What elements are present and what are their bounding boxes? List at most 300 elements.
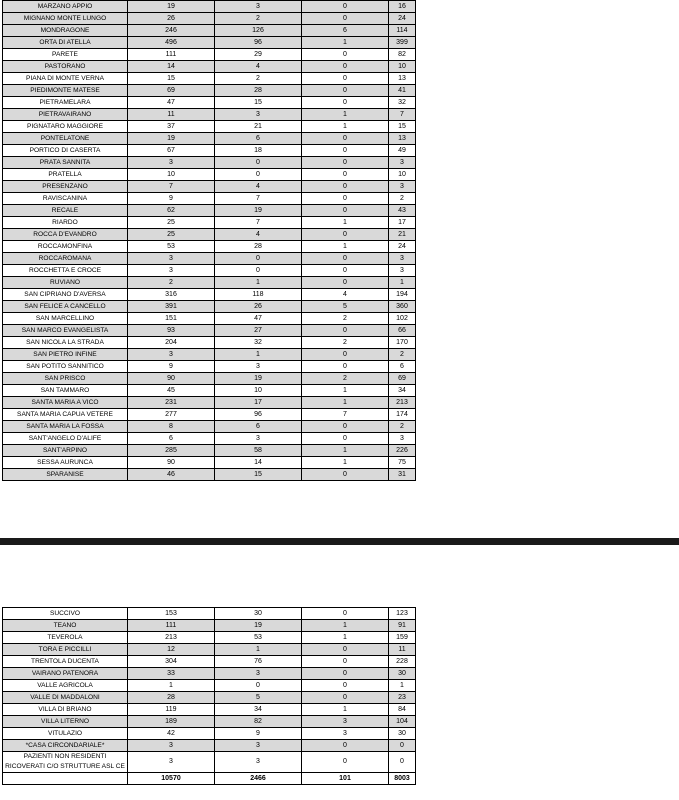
cell-col1: 3 <box>128 740 215 752</box>
cell-comune: VILLA LITERNO <box>3 716 128 728</box>
cell-col1: 67 <box>128 145 215 157</box>
comuni-table-bottom <box>2 607 416 785</box>
cell-col2: 58 <box>215 445 302 457</box>
table-body-bottom <box>3 608 416 785</box>
cell-col1: 204 <box>128 337 215 349</box>
cell-comune: PRATA SANNITA <box>3 157 128 169</box>
cell-col2: 26 <box>215 301 302 313</box>
cell-comune: RAVISCANINA <box>3 193 128 205</box>
table-row <box>3 632 416 644</box>
cell-comune: SAN POTITO SANNITICO <box>3 361 128 373</box>
cell-col4: 1 <box>389 277 416 289</box>
cell-col2: 3 <box>215 433 302 445</box>
cell-col3: 3 <box>302 728 389 740</box>
table-row <box>3 73 416 85</box>
page-break-divider <box>0 538 679 545</box>
cell-col3: 0 <box>302 181 389 193</box>
cell-col1: 277 <box>128 409 215 421</box>
cell-col4: 10 <box>389 169 416 181</box>
cell-col3: 1 <box>302 37 389 49</box>
cell-col1: 304 <box>128 656 215 668</box>
table-row <box>3 217 416 229</box>
cell-col1: 10 <box>128 169 215 181</box>
cell-col2: 18 <box>215 145 302 157</box>
cell-col2: 15 <box>215 97 302 109</box>
table-row <box>3 241 416 253</box>
table-row <box>3 49 416 61</box>
cell-col3: 0 <box>302 157 389 169</box>
cell-col3: 0 <box>302 85 389 97</box>
cell-col2: 4 <box>215 61 302 73</box>
table-row <box>3 229 416 241</box>
cell-col3: 0 <box>302 49 389 61</box>
table-row <box>3 692 416 704</box>
cell-col4: 43 <box>389 205 416 217</box>
table-row <box>3 13 416 25</box>
cell-col2: 4 <box>215 181 302 193</box>
cell-comune: VALLE DI MADDALONI <box>3 692 128 704</box>
cell-col1: 8 <box>128 421 215 433</box>
cell-comune <box>3 773 128 785</box>
cell-col4: 23 <box>389 692 416 704</box>
cell-col1: 3 <box>128 752 215 773</box>
cell-comune: *CASA CIRCONDARIALE* <box>3 740 128 752</box>
cell-col2: 3 <box>215 1 302 13</box>
cell-comune: MARZANO APPIO <box>3 1 128 13</box>
cell-col3: 0 <box>302 13 389 25</box>
cell-col1: 47 <box>128 97 215 109</box>
table-body-top <box>3 1 416 481</box>
cell-col4: 15 <box>389 121 416 133</box>
cell-col3: 0 <box>302 644 389 656</box>
cell-col2: 0 <box>215 169 302 181</box>
cell-col3: 0 <box>302 361 389 373</box>
cell-comune: RUVIANO <box>3 277 128 289</box>
cell-col1: 25 <box>128 229 215 241</box>
cell-col3: 0 <box>302 145 389 157</box>
table-row <box>3 277 416 289</box>
cell-comune: SAN PRISCO <box>3 373 128 385</box>
cell-col1: 3 <box>128 253 215 265</box>
cell-col1: 11 <box>128 109 215 121</box>
cell-comune: SAN CIPRIANO D'AVERSA <box>3 289 128 301</box>
cell-col1: 12 <box>128 644 215 656</box>
table-page-top <box>2 0 416 481</box>
cell-comune: SANT'ANGELO D'ALIFE <box>3 433 128 445</box>
cell-col3: 0 <box>302 752 389 773</box>
cell-col2: 9 <box>215 728 302 740</box>
cell-col4: 226 <box>389 445 416 457</box>
table-row <box>3 97 416 109</box>
cell-col2: 1 <box>215 349 302 361</box>
cell-col4: 213 <box>389 397 416 409</box>
cell-comune: SAN TAMMARO <box>3 385 128 397</box>
cell-comune: SESSA AURUNCA <box>3 457 128 469</box>
cell-col3: 0 <box>302 692 389 704</box>
cell-col4: 2 <box>389 193 416 205</box>
table-page-bottom <box>2 607 416 785</box>
cell-col2: 96 <box>215 37 302 49</box>
cell-col1: 28 <box>128 692 215 704</box>
cell-comune: TRENTOLA DUCENTA <box>3 656 128 668</box>
cell-col2: 2 <box>215 73 302 85</box>
cell-col4: 66 <box>389 325 416 337</box>
cell-col3: 0 <box>302 433 389 445</box>
table-row <box>3 656 416 668</box>
cell-comune: SANTA MARIA A VICO <box>3 397 128 409</box>
cell-comune: SAN NICOLA LA STRADA <box>3 337 128 349</box>
cell-comune: TEANO <box>3 620 128 632</box>
cell-col4: 104 <box>389 716 416 728</box>
cell-col3: 0 <box>302 265 389 277</box>
cell-col4: 170 <box>389 337 416 349</box>
cell-col3: 0 <box>302 133 389 145</box>
table-row <box>3 361 416 373</box>
table-row <box>3 37 416 49</box>
cell-col4: 114 <box>389 25 416 37</box>
cell-comune: SANTA MARIA CAPUA VETERE <box>3 409 128 421</box>
cell-col2: 82 <box>215 716 302 728</box>
cell-col4: 10 <box>389 61 416 73</box>
cell-comune: ROCCHETTA E CROCE <box>3 265 128 277</box>
cell-comune: PIGNATARO MAGGIORE <box>3 121 128 133</box>
cell-col4: 24 <box>389 13 416 25</box>
cell-col4: 82 <box>389 49 416 61</box>
cell-col4: 360 <box>389 301 416 313</box>
cell-col3: 1 <box>302 632 389 644</box>
cell-comune: PIETRAMELARA <box>3 97 128 109</box>
cell-col1: 111 <box>128 49 215 61</box>
cell-col4: 91 <box>389 620 416 632</box>
cell-comune: ROCCA D'EVANDRO <box>3 229 128 241</box>
cell-col1: 285 <box>128 445 215 457</box>
cell-col3: 0 <box>302 680 389 692</box>
cell-col4: 16 <box>389 1 416 13</box>
cell-col2: 15 <box>215 469 302 481</box>
table-row <box>3 457 416 469</box>
cell-comune: VITULAZIO <box>3 728 128 740</box>
cell-comune: RIARDO <box>3 217 128 229</box>
cell-col4: 3 <box>389 433 416 445</box>
table-row <box>3 644 416 656</box>
cell-col2: 17 <box>215 397 302 409</box>
cell-col3: 3 <box>302 716 389 728</box>
cell-col2: 2 <box>215 13 302 25</box>
cell-col3: 1 <box>302 109 389 121</box>
cell-col2: 0 <box>215 253 302 265</box>
cell-col2: 32 <box>215 337 302 349</box>
cell-comune: ROCCAROMANA <box>3 253 128 265</box>
cell-col1: 93 <box>128 325 215 337</box>
table-row <box>3 433 416 445</box>
cell-col1: 42 <box>128 728 215 740</box>
table-row <box>3 385 416 397</box>
cell-col3: 7 <box>302 409 389 421</box>
cell-col2: 30 <box>215 608 302 620</box>
cell-col4: 399 <box>389 37 416 49</box>
cell-comune: TORA E PICCILLI <box>3 644 128 656</box>
cell-col2: 21 <box>215 121 302 133</box>
cell-col4: 1 <box>389 680 416 692</box>
table-row <box>3 193 416 205</box>
cell-col3: 0 <box>302 349 389 361</box>
cell-col3: 0 <box>302 469 389 481</box>
cell-col3: 0 <box>302 656 389 668</box>
cell-col2: 34 <box>215 704 302 716</box>
cell-comune: SAN MARCO EVANGELISTA <box>3 325 128 337</box>
cell-col4: 2 <box>389 421 416 433</box>
cell-col4: 13 <box>389 73 416 85</box>
table-row <box>3 325 416 337</box>
cell-col3: 2 <box>302 373 389 385</box>
cell-col4: 102 <box>389 313 416 325</box>
cell-col1: 19 <box>128 1 215 13</box>
cell-col1: 46 <box>128 469 215 481</box>
cell-col3: 1 <box>302 217 389 229</box>
cell-col1: 33 <box>128 668 215 680</box>
table-row <box>3 121 416 133</box>
cell-col1: 90 <box>128 373 215 385</box>
cell-col3: 0 <box>302 229 389 241</box>
cell-col3: 5 <box>302 301 389 313</box>
cell-col3: 0 <box>302 205 389 217</box>
cell-col2: 126 <box>215 25 302 37</box>
cell-col3: 101 <box>302 773 389 785</box>
cell-col4: 75 <box>389 457 416 469</box>
cell-col4: 17 <box>389 217 416 229</box>
cell-comune: SUCCIVO <box>3 608 128 620</box>
cell-comune: PRESENZANO <box>3 181 128 193</box>
cell-col2: 3 <box>215 668 302 680</box>
cell-col3: 1 <box>302 704 389 716</box>
cell-col3: 0 <box>302 253 389 265</box>
cell-col3: 4 <box>302 289 389 301</box>
cell-col1: 1 <box>128 680 215 692</box>
cell-comune: SAN PIETRO INFINE <box>3 349 128 361</box>
cell-col3: 0 <box>302 61 389 73</box>
cell-col4: 123 <box>389 608 416 620</box>
cell-col2: 53 <box>215 632 302 644</box>
table-row <box>3 265 416 277</box>
cell-col1: 3 <box>128 265 215 277</box>
cell-col4: 49 <box>389 145 416 157</box>
cell-col1: 153 <box>128 608 215 620</box>
cell-col2: 118 <box>215 289 302 301</box>
cell-col3: 0 <box>302 169 389 181</box>
table-row <box>3 740 416 752</box>
table-row <box>3 253 416 265</box>
cell-col4: 3 <box>389 253 416 265</box>
cell-col4: 3 <box>389 265 416 277</box>
cell-comune: PARETE <box>3 49 128 61</box>
cell-comune: TEVEROLA <box>3 632 128 644</box>
cell-col2: 27 <box>215 325 302 337</box>
table-row <box>3 25 416 37</box>
cell-comune: VALLE AGRICOLA <box>3 680 128 692</box>
cell-col2: 96 <box>215 409 302 421</box>
cell-col4: 84 <box>389 704 416 716</box>
cell-comune: PAZIENTI NON RESIDENTI RICOVERATI C/O STRUTTURE ASL CE <box>3 752 128 773</box>
cell-col3: 0 <box>302 1 389 13</box>
cell-col4: 69 <box>389 373 416 385</box>
cell-col4: 21 <box>389 229 416 241</box>
cell-col1: 119 <box>128 704 215 716</box>
cell-col4: 2 <box>389 349 416 361</box>
cell-col2: 19 <box>215 373 302 385</box>
cell-col3: 1 <box>302 121 389 133</box>
table-row <box>3 205 416 217</box>
cell-col2: 19 <box>215 205 302 217</box>
cell-col3: 0 <box>302 193 389 205</box>
cell-col1: 10570 <box>128 773 215 785</box>
cell-col4: 13 <box>389 133 416 145</box>
cell-col4: 0 <box>389 752 416 773</box>
cell-col1: 6 <box>128 433 215 445</box>
cell-comune: PONTELATONE <box>3 133 128 145</box>
cell-comune: SANTA MARIA LA FOSSA <box>3 421 128 433</box>
cell-col2: 0 <box>215 265 302 277</box>
cell-col1: 45 <box>128 385 215 397</box>
cell-col2: 5 <box>215 692 302 704</box>
cell-col1: 231 <box>128 397 215 409</box>
cell-col4: 34 <box>389 385 416 397</box>
table-row <box>3 169 416 181</box>
cell-col1: 3 <box>128 157 215 169</box>
cell-col3: 0 <box>302 73 389 85</box>
cell-col2: 7 <box>215 193 302 205</box>
table-row <box>3 728 416 740</box>
table-row <box>3 85 416 97</box>
cell-comune: ORTA DI ATELLA <box>3 37 128 49</box>
table-row <box>3 313 416 325</box>
cell-col3: 0 <box>302 325 389 337</box>
cell-col2: 1 <box>215 277 302 289</box>
cell-col4: 30 <box>389 728 416 740</box>
table-row <box>3 445 416 457</box>
cell-comune: SPARANISE <box>3 469 128 481</box>
cell-col1: 19 <box>128 133 215 145</box>
cell-col2: 47 <box>215 313 302 325</box>
cell-col1: 151 <box>128 313 215 325</box>
table-row <box>3 620 416 632</box>
cell-col3: 0 <box>302 608 389 620</box>
cell-comune: PASTORANO <box>3 61 128 73</box>
cell-col1: 14 <box>128 61 215 73</box>
cell-col3: 0 <box>302 740 389 752</box>
cell-col3: 1 <box>302 385 389 397</box>
table-row-total <box>3 773 416 785</box>
cell-col2: 3 <box>215 740 302 752</box>
cell-col1: 189 <box>128 716 215 728</box>
cell-col1: 69 <box>128 85 215 97</box>
cell-col4: 30 <box>389 668 416 680</box>
cell-col1: 496 <box>128 37 215 49</box>
cell-col4: 8003 <box>389 773 416 785</box>
cell-comune: PIETRAVAIRANO <box>3 109 128 121</box>
cell-col2: 4 <box>215 229 302 241</box>
cell-col3: 1 <box>302 397 389 409</box>
cell-col4: 174 <box>389 409 416 421</box>
cell-col3: 1 <box>302 457 389 469</box>
cell-col1: 90 <box>128 457 215 469</box>
cell-comune: SAN MARCELLINO <box>3 313 128 325</box>
cell-col3: 1 <box>302 620 389 632</box>
table-row <box>3 289 416 301</box>
cell-col3: 6 <box>302 25 389 37</box>
cell-comune: MONDRAGONE <box>3 25 128 37</box>
table-row <box>3 373 416 385</box>
cell-col2: 2466 <box>215 773 302 785</box>
cell-col1: 25 <box>128 217 215 229</box>
cell-col4: 0 <box>389 740 416 752</box>
table-row <box>3 145 416 157</box>
cell-comune: VAIRANO PATENORA <box>3 668 128 680</box>
cell-col2: 28 <box>215 241 302 253</box>
cell-col2: 3 <box>215 752 302 773</box>
cell-comune: SANT'ARPINO <box>3 445 128 457</box>
cell-col1: 53 <box>128 241 215 253</box>
cell-col1: 7 <box>128 181 215 193</box>
table-row <box>3 680 416 692</box>
cell-col2: 3 <box>215 109 302 121</box>
cell-col3: 0 <box>302 421 389 433</box>
cell-comune: ROCCAMONFINA <box>3 241 128 253</box>
cell-col2: 7 <box>215 217 302 229</box>
cell-comune: RECALE <box>3 205 128 217</box>
table-row <box>3 133 416 145</box>
table-row <box>3 1 416 13</box>
cell-col1: 15 <box>128 73 215 85</box>
table-row <box>3 421 416 433</box>
cell-col2: 29 <box>215 49 302 61</box>
cell-col2: 6 <box>215 421 302 433</box>
cell-col4: 159 <box>389 632 416 644</box>
cell-comune: PIEDIMONTE MATESE <box>3 85 128 97</box>
cell-col4: 11 <box>389 644 416 656</box>
cell-col2: 10 <box>215 385 302 397</box>
cell-col4: 32 <box>389 97 416 109</box>
table-row <box>3 409 416 421</box>
cell-col4: 24 <box>389 241 416 253</box>
cell-col2: 28 <box>215 85 302 97</box>
cell-comune: MIGNANO MONTE LUNGO <box>3 13 128 25</box>
cell-col2: 3 <box>215 361 302 373</box>
cell-col1: 26 <box>128 13 215 25</box>
cell-col1: 37 <box>128 121 215 133</box>
cell-col2: 0 <box>215 157 302 169</box>
cell-col4: 3 <box>389 157 416 169</box>
cell-col3: 2 <box>302 313 389 325</box>
cell-col3: 0 <box>302 97 389 109</box>
cell-col4: 3 <box>389 181 416 193</box>
table-row <box>3 469 416 481</box>
cell-col2: 0 <box>215 680 302 692</box>
cell-comune: SAN FELICE A CANCELLO <box>3 301 128 313</box>
cell-col3: 0 <box>302 277 389 289</box>
cell-col1: 9 <box>128 193 215 205</box>
cell-col2: 1 <box>215 644 302 656</box>
cell-comune: PRATELLA <box>3 169 128 181</box>
cell-col3: 1 <box>302 445 389 457</box>
comuni-table-top <box>2 0 416 481</box>
cell-comune: PORTICO DI CASERTA <box>3 145 128 157</box>
table-row <box>3 716 416 728</box>
cell-col4: 194 <box>389 289 416 301</box>
cell-col3: 0 <box>302 668 389 680</box>
cell-col4: 6 <box>389 361 416 373</box>
cell-col2: 14 <box>215 457 302 469</box>
table-row <box>3 668 416 680</box>
